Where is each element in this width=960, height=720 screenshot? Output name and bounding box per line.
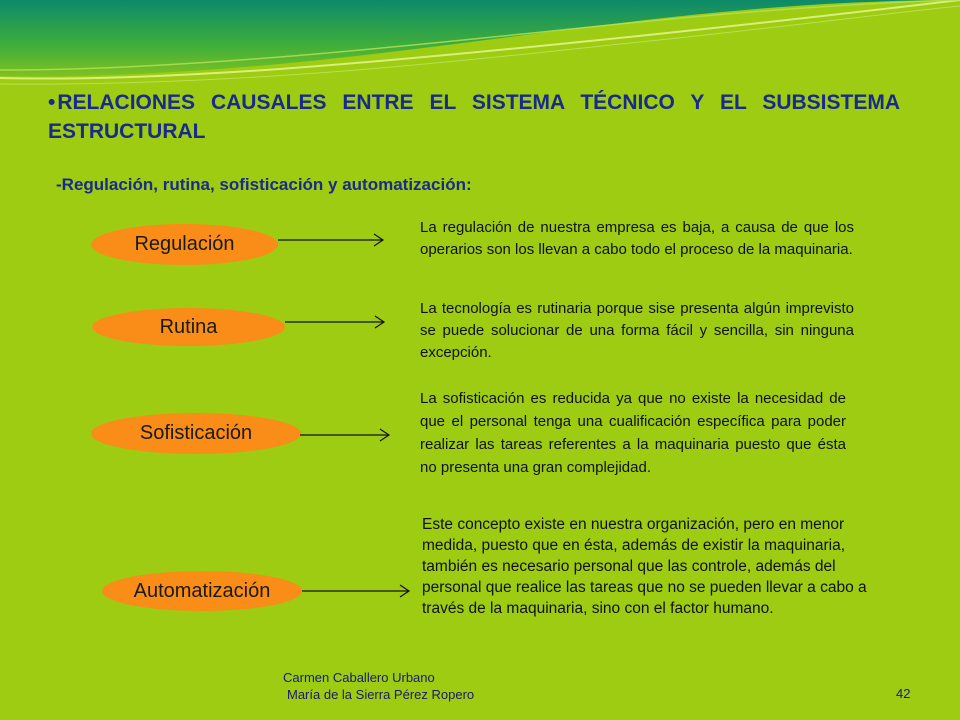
slide-title — [48, 88, 900, 146]
title-text: RELACIONES CAUSALES ENTRE EL SISTEMA TÉCNICO Y EL SUBSISTEMA ESTRUCTURAL — [48, 91, 900, 143]
automation-description: Este concepto existe en nuestra organización, pero en menor medida, puesto que en ésta, además de existir la maquinaria, también es necesario personal que las controle, además del personal que realice las tareas que no se pueden llevar a cabo a través de la maquinaria, sino con el factor humano. — [422, 516, 867, 617]
automation-arrow-icon — [302, 583, 414, 599]
title-bullet: • — [48, 91, 56, 114]
sophistication-pill — [91, 413, 301, 454]
sophistication-label: Sofisticación — [139, 422, 253, 444]
automation-pill — [102, 571, 302, 611]
routine-arrow-icon — [285, 314, 389, 330]
footer-author-1: Carmen Caballero Urbano — [283, 670, 435, 685]
regulation-description: La regulación de nuestra empresa es baja, a causa de que los operarios son los llevan a cabo todo el proceso de la maquinaria. — [420, 219, 854, 258]
routine-description: La tecnología es rutinaria porque sise presenta algún imprevisto se puede solucionar de una forma fácil y sencilla, sin ninguna excepción. — [420, 300, 854, 361]
regulation-arrow-icon — [278, 232, 388, 248]
automation-label: Automatización — [133, 579, 271, 602]
slide-subtitle: -Regulación, rutina, sofisticación y automatización: — [56, 175, 472, 194]
footer-authors — [283, 669, 474, 703]
sophistication-arrow-icon — [300, 427, 394, 443]
regulation-label: Regulación — [134, 233, 235, 255]
footer-author-2: María de la Sierra Pérez Ropero — [287, 687, 475, 702]
routine-pill — [92, 308, 285, 346]
page-number: 42 — [896, 686, 911, 701]
sophistication-description: La sofisticación es reducida ya que no existe la necesidad de que el personal tenga una cualificación específica para poder realizar las tareas referentes a la maquinaria puesto que ésta no presenta una gran complejidad. — [420, 390, 846, 476]
routine-label: Rutina — [159, 315, 218, 338]
regulation-pill — [91, 224, 278, 265]
